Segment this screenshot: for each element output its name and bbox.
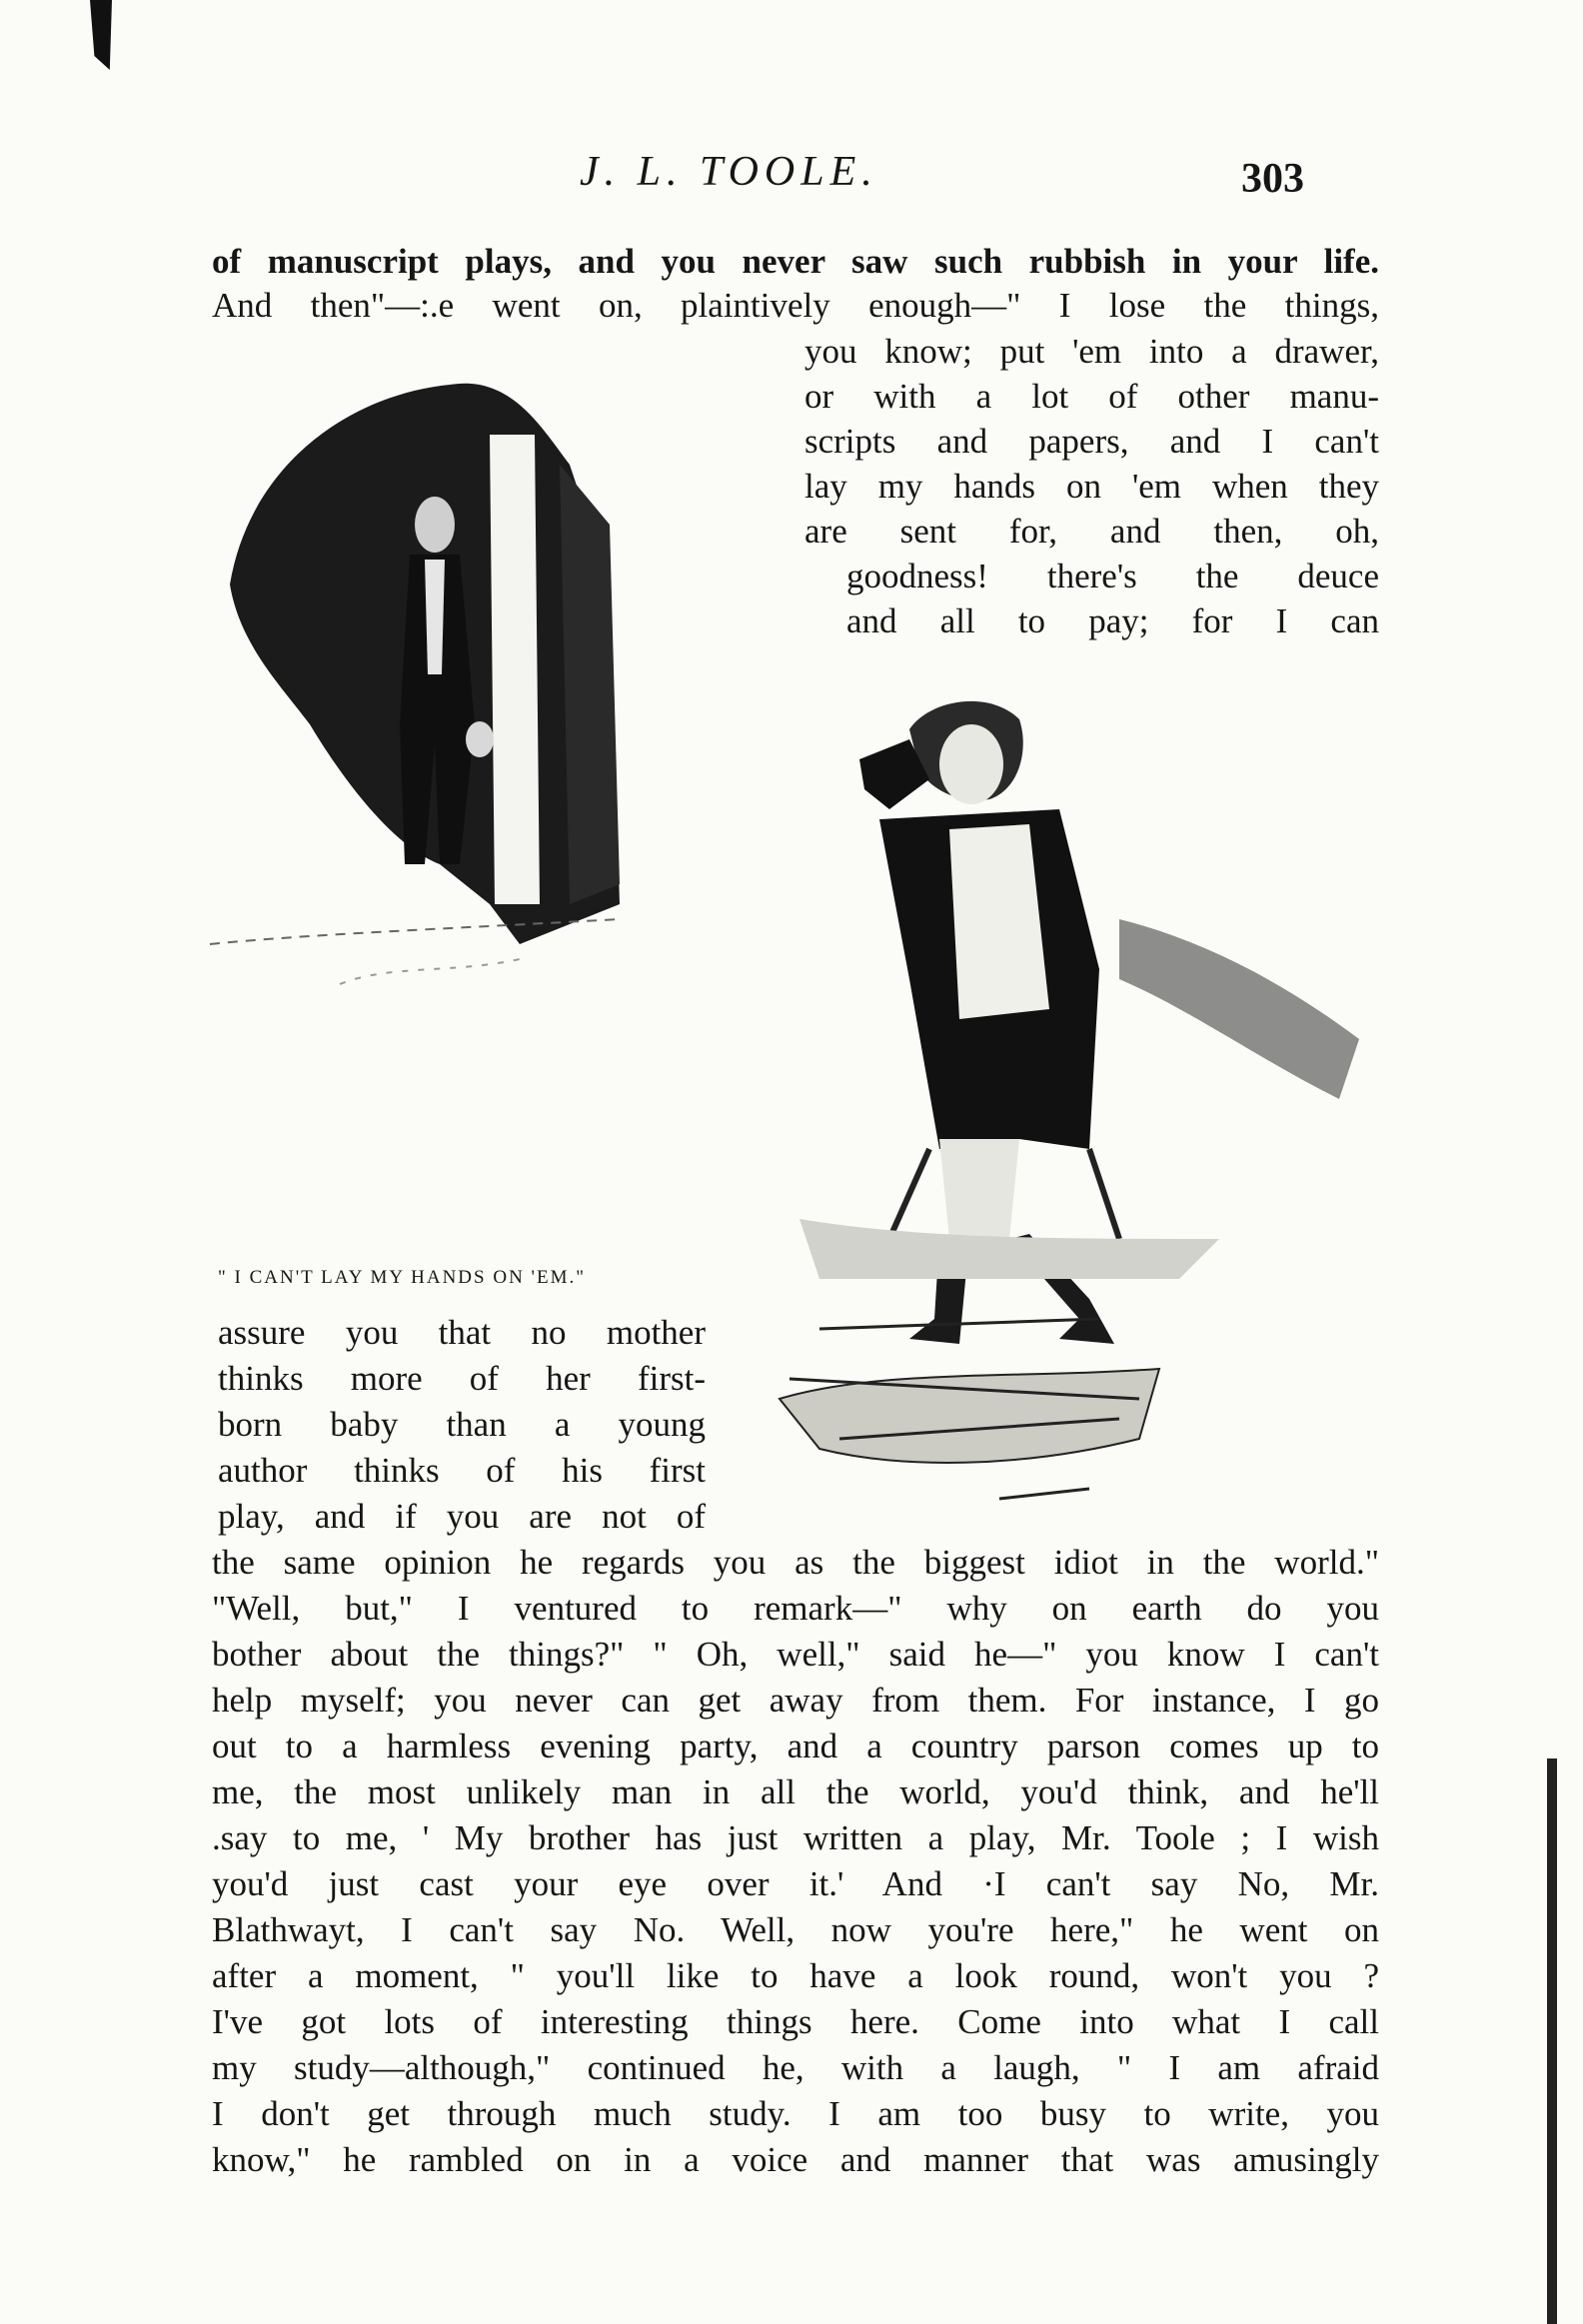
- text-line: assure you that no mother: [218, 1313, 706, 1352]
- text-line: you know; put 'em into a drawer,: [804, 332, 1379, 371]
- text-line: I've got lots of interesting things here. Come into what I call: [212, 2002, 1379, 2041]
- illustration-caption: " I CAN'T LAY MY HANDS ON 'EM.": [218, 1267, 586, 1288]
- text-line: author thinks of his first: [218, 1451, 706, 1490]
- text-line: me, the most unlikely man in all the world, you'd think, and he'll: [212, 1772, 1379, 1811]
- text-line: help myself; you never can get away from them. For instance, I go: [212, 1681, 1379, 1720]
- text-line: are sent for, and then, oh,: [804, 512, 1379, 551]
- text-line: lay my hands on 'em when they: [804, 467, 1379, 506]
- text-line: bother about the things?" " Oh, well," said he—" you know I can't: [212, 1635, 1379, 1674]
- text-line: you'd just cast your eye over it.' And ·I can't say No, Mr.: [212, 1864, 1379, 1903]
- text-line: .say to me, ' My brother has just written a play, Mr. Toole ; I wish: [212, 1818, 1379, 1857]
- text-line: thinks more of her first-: [218, 1359, 706, 1398]
- text-line: Blathwayt, I can't say No. Well, now you're here," he went on: [212, 1910, 1379, 1949]
- text-line: I don't get through much study. I am too busy to write, you: [212, 2094, 1379, 2133]
- text-line: goodness! there's the deuce: [846, 557, 1379, 595]
- page-edge-shadow: [1547, 1758, 1557, 2324]
- text-line: the same opinion he regards you as the biggest idiot in the world.": [212, 1543, 1379, 1582]
- page-number: 303: [1241, 156, 1304, 202]
- text-line: out to a harmless evening party, and a country parson comes up to: [212, 1727, 1379, 1765]
- text-line: know," he rambled on in a voice and manner that was amusingly: [212, 2140, 1379, 2179]
- text-line: scripts and papers, and I can't: [804, 422, 1379, 461]
- text-line: play, and if you are not of: [218, 1497, 706, 1536]
- text-line: after a moment, " you'll like to have a look round, won't you ?: [212, 1956, 1379, 1995]
- text-line: And then"—:.e went on, plaintively enough—" I lose the things,: [212, 286, 1379, 325]
- illustration-doorway-figure: [190, 345, 750, 1004]
- text-line: born baby than a young: [218, 1405, 706, 1444]
- running-head: J. L. TOOLE.: [580, 149, 878, 195]
- text-line: my study—although," continued he, with a laugh, " I am afraid: [212, 2048, 1379, 2087]
- text-line: and all to pay; for I can: [846, 601, 1379, 640]
- text-line: or with a lot of other manu-: [804, 377, 1379, 416]
- illustration-seated-man: [760, 679, 1399, 1539]
- text-line: "Well, but," I ventured to remark—" why on earth do you: [212, 1589, 1379, 1628]
- text-line: of manuscript plays, and you never saw such rubbish in your life.: [212, 242, 1379, 281]
- scan-ink-mark: [90, 0, 112, 70]
